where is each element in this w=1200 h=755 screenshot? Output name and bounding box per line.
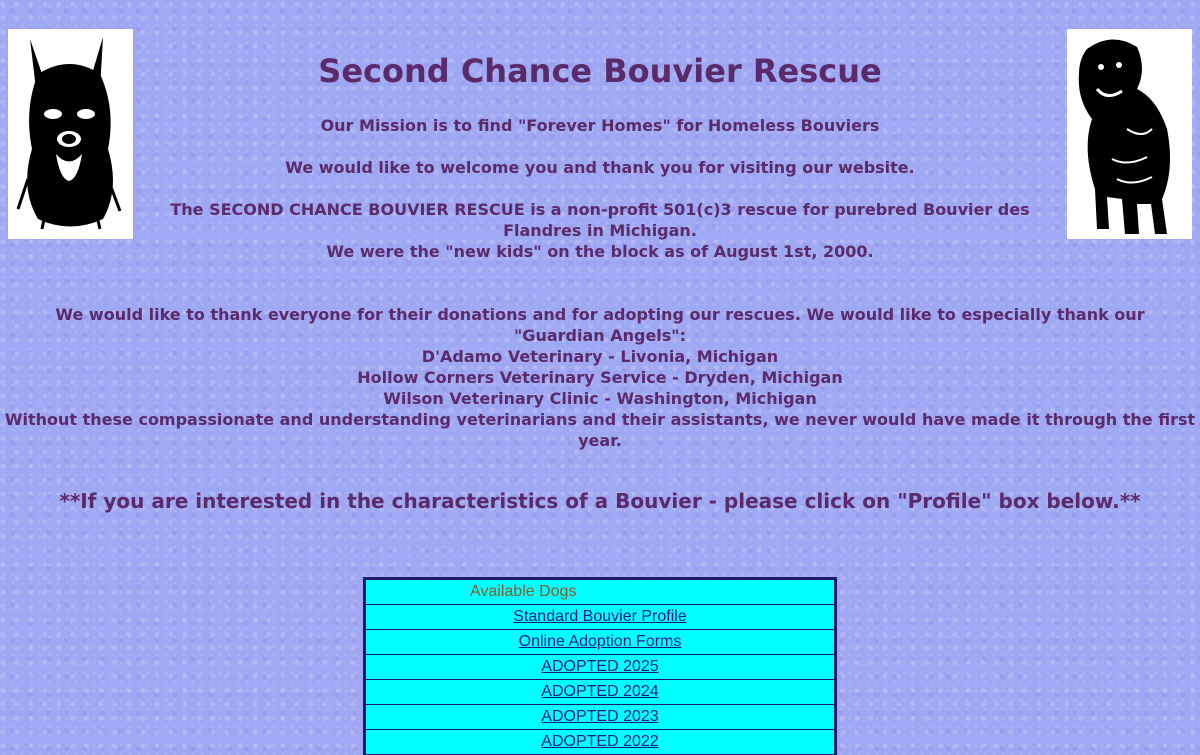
profile-callout: **If you are interested in the characteristics of a Bouvier - please click on "Profile" box below.** bbox=[59, 489, 1141, 513]
guardian-angel-item: Hollow Corners Veterinary Service - Dryden, Michigan bbox=[357, 368, 843, 387]
nav-link-adopted-2022[interactable]: ADOPTED 2022 bbox=[541, 733, 659, 750]
nav-link-standard-profile[interactable]: Standard Bouvier Profile bbox=[513, 608, 687, 625]
thanks-intro: We would like to thank everyone for their donations and for adopting our rescues. We would like to especially thank our "Guardian Angels": bbox=[55, 305, 1145, 345]
mission-statement: Our Mission is to find "Forever Homes" for Homeless Bouviers bbox=[320, 116, 880, 135]
thanks-closing: Without these compassionate and understanding veterinarians and their assistants, we never would have made it through the first year. bbox=[4, 410, 1196, 450]
guardian-angel-item: Wilson Veterinary Clinic - Washington, Michigan bbox=[383, 389, 817, 408]
nav-table bbox=[363, 577, 837, 755]
nav-header-available-dogs[interactable]: Available Dogs bbox=[366, 580, 834, 605]
nav-row bbox=[366, 605, 834, 630]
guardian-angel-item: D'Adamo Veterinary - Livonia, Michigan bbox=[421, 347, 779, 366]
nav-row bbox=[366, 630, 834, 655]
nav-row bbox=[366, 730, 834, 755]
about-text: The SECOND CHANCE BOUVIER RESCUE is a non-profit 501(c)3 rescue for purebred Bouvier des Flandres in Michigan. bbox=[170, 200, 1030, 240]
nav-row bbox=[366, 705, 834, 730]
page-title: Second Chance Bouvier Rescue bbox=[318, 52, 882, 90]
nav-link-adoption-forms[interactable]: Online Adoption Forms bbox=[518, 633, 682, 650]
welcome-text: We would like to welcome you and thank you for visiting our website. bbox=[285, 158, 915, 177]
nav-link-adopted-2024[interactable]: ADOPTED 2024 bbox=[541, 683, 659, 700]
nav-link-adopted-2025[interactable]: ADOPTED 2025 bbox=[541, 658, 659, 675]
nav-link-adopted-2023[interactable]: ADOPTED 2023 bbox=[541, 708, 659, 725]
nav-row bbox=[366, 655, 834, 680]
nav-row bbox=[366, 680, 834, 705]
founded-text: We were the "new kids" on the block as of August 1st, 2000. bbox=[326, 242, 874, 261]
